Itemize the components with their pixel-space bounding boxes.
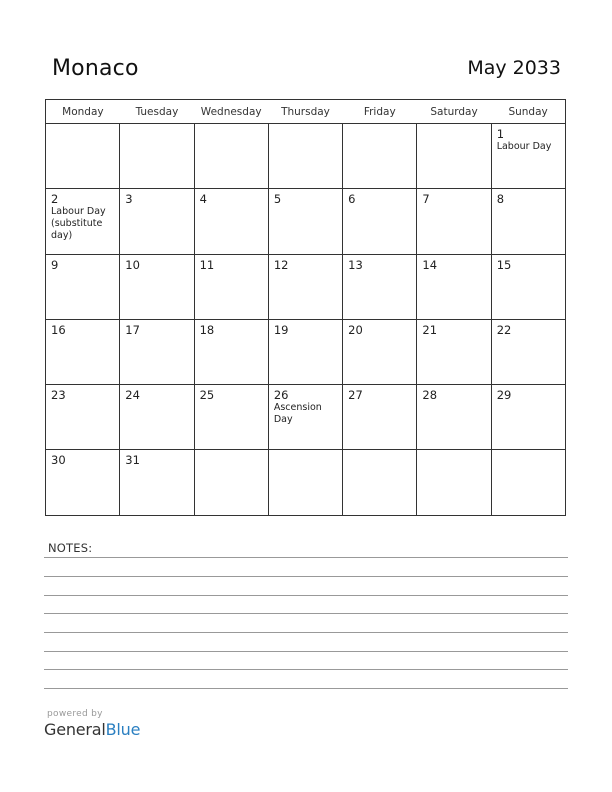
calendar-day-cell[interactable] bbox=[194, 319, 268, 384]
calendar-day-cell[interactable] bbox=[268, 319, 342, 384]
calendar-day-cell[interactable] bbox=[46, 254, 120, 319]
calendar-day-cell[interactable] bbox=[417, 319, 491, 384]
notes-line bbox=[44, 669, 568, 670]
calendar-day-cell[interactable] bbox=[491, 319, 565, 384]
day-number: 27 bbox=[348, 388, 363, 403]
day-number: 9 bbox=[51, 257, 59, 272]
calendar-day-cell[interactable] bbox=[491, 124, 565, 189]
notes-line bbox=[44, 613, 568, 614]
calendar-day-cell[interactable] bbox=[120, 319, 194, 384]
notes-line bbox=[44, 651, 568, 652]
calendar-day-cell[interactable] bbox=[46, 319, 120, 384]
calendar-week-row bbox=[46, 319, 566, 384]
calendar-day-cell[interactable] bbox=[343, 385, 417, 450]
notes-line bbox=[44, 557, 568, 558]
day-number: 21 bbox=[422, 322, 438, 337]
calendar-day-cell[interactable] bbox=[343, 124, 417, 189]
weekday-header: Monday bbox=[46, 100, 120, 124]
day-number: 28 bbox=[422, 388, 438, 403]
day-number: 3 bbox=[125, 192, 133, 207]
calendar-day-cell[interactable] bbox=[194, 385, 268, 450]
calendar-day-cell[interactable] bbox=[343, 319, 417, 384]
calendar-day-cell[interactable] bbox=[268, 254, 342, 319]
calendar-day-cell[interactable] bbox=[120, 189, 194, 254]
holiday-label: Labour Day (substitute day) bbox=[51, 206, 106, 242]
calendar-day-cell[interactable] bbox=[194, 124, 268, 189]
day-number: 10 bbox=[125, 257, 140, 272]
calendar-day-cell[interactable] bbox=[491, 189, 565, 254]
calendar-day-cell[interactable] bbox=[343, 450, 417, 515]
calendar-day-cell[interactable] bbox=[46, 124, 120, 189]
calendar-day-cell[interactable] bbox=[120, 254, 194, 319]
notes-label: NOTES: bbox=[48, 541, 93, 555]
day-number: 24 bbox=[125, 388, 140, 403]
day-number: 17 bbox=[125, 322, 140, 337]
calendar-day-cell[interactable] bbox=[268, 124, 342, 189]
calendar-day-cell[interactable] bbox=[417, 254, 491, 319]
day-number: 20 bbox=[348, 322, 363, 337]
day-number: 23 bbox=[51, 388, 66, 403]
calendar-day-cell[interactable] bbox=[491, 450, 565, 515]
calendar-day-cell[interactable] bbox=[268, 385, 342, 450]
notes-line bbox=[44, 632, 568, 633]
day-number: 22 bbox=[496, 322, 512, 337]
brand-blue-text: Blue bbox=[105, 720, 141, 739]
notes-line bbox=[44, 576, 568, 577]
calendar-day-cell[interactable] bbox=[417, 385, 491, 450]
calendar-day-cell[interactable] bbox=[194, 254, 268, 319]
calendar-day-cell[interactable] bbox=[417, 450, 491, 515]
day-number: 31 bbox=[125, 453, 140, 468]
holiday-label: Labour Day bbox=[496, 141, 552, 152]
day-number: 26 bbox=[273, 388, 289, 403]
powered-by-text: powered by bbox=[47, 709, 103, 719]
calendar-week-row bbox=[46, 189, 566, 254]
calendar-day-cell[interactable] bbox=[120, 124, 194, 189]
calendar-day-cell[interactable] bbox=[120, 450, 194, 515]
weekday-header: Tuesday bbox=[120, 100, 194, 124]
day-number: 12 bbox=[273, 257, 289, 272]
day-number: 1 bbox=[496, 127, 505, 141]
weekday-header: Saturday bbox=[417, 100, 491, 124]
calendar-day-cell[interactable] bbox=[46, 450, 120, 515]
holiday-label: Ascension Day bbox=[273, 402, 322, 426]
calendar-week-row bbox=[46, 124, 566, 189]
weekday-header: Friday bbox=[343, 100, 417, 124]
calendar-week-row bbox=[46, 385, 566, 450]
day-number: 30 bbox=[51, 453, 66, 468]
day-number: 2 bbox=[51, 192, 59, 207]
calendar-day-cell[interactable] bbox=[268, 189, 342, 254]
day-number: 5 bbox=[273, 192, 282, 207]
calendar-day-cell[interactable] bbox=[491, 385, 565, 450]
notes-line bbox=[44, 595, 568, 596]
calendar-day-cell[interactable] bbox=[417, 189, 491, 254]
calendar-day-cell[interactable] bbox=[417, 124, 491, 189]
day-number: 6 bbox=[348, 192, 356, 207]
day-number: 25 bbox=[199, 388, 215, 403]
calendar-title-country: Monaco bbox=[52, 56, 139, 81]
calendar-day-cell[interactable] bbox=[120, 385, 194, 450]
calendar-day-cell[interactable] bbox=[268, 450, 342, 515]
calendar-week-row bbox=[46, 450, 566, 515]
calendar-day-cell[interactable] bbox=[491, 254, 565, 319]
weekday-header: Sunday bbox=[491, 100, 565, 124]
day-number: 13 bbox=[348, 257, 363, 272]
brand-general-text: General bbox=[44, 720, 106, 739]
calendar-day-cell[interactable] bbox=[343, 254, 417, 319]
calendar-day-cell[interactable] bbox=[343, 189, 417, 254]
day-number: 11 bbox=[199, 257, 215, 272]
weekday-header-row bbox=[46, 100, 566, 124]
weekday-header: Wednesday bbox=[194, 100, 268, 124]
day-number: 14 bbox=[422, 257, 438, 272]
generalblue-logo[interactable] bbox=[44, 720, 140, 739]
calendar-day-cell[interactable] bbox=[46, 189, 120, 254]
calendar-day-cell[interactable] bbox=[194, 450, 268, 515]
day-number: 8 bbox=[496, 192, 505, 207]
calendar-grid bbox=[45, 99, 566, 516]
weekday-header: Thursday bbox=[268, 100, 342, 124]
day-number: 18 bbox=[199, 322, 215, 337]
day-number: 19 bbox=[273, 322, 289, 337]
day-number: 29 bbox=[496, 388, 512, 403]
calendar-day-cell[interactable] bbox=[194, 189, 268, 254]
calendar-day-cell[interactable] bbox=[46, 385, 120, 450]
calendar-title-month: May 2033 bbox=[467, 57, 561, 79]
day-number: 16 bbox=[51, 322, 66, 337]
calendar-week-row bbox=[46, 254, 566, 319]
day-number: 7 bbox=[422, 192, 430, 207]
day-number: 4 bbox=[199, 192, 207, 207]
day-number: 15 bbox=[496, 257, 512, 272]
notes-line bbox=[44, 688, 568, 689]
